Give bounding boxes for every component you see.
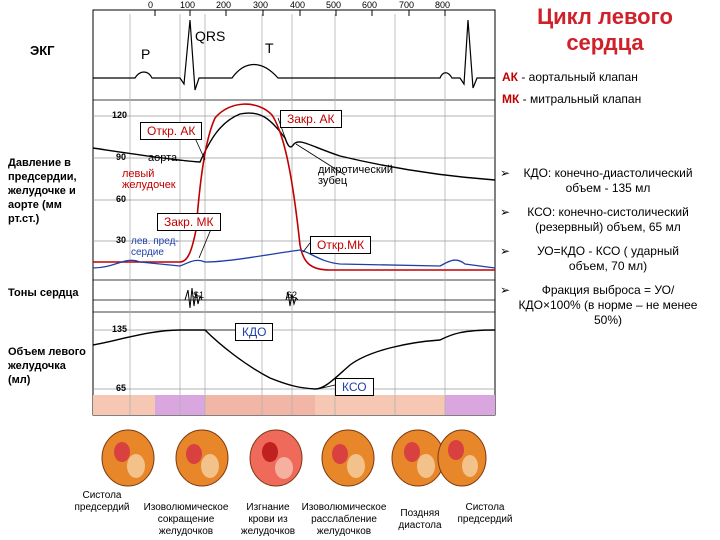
s2-label: S2 [286, 290, 298, 300]
volume-tick-65: 65 [116, 383, 127, 393]
pressure-axis-label: Давление в предсердии, желудочке и аорте (мм рт.ст.) [8, 157, 77, 225]
caption-atrial-systole: Систола предсердий [74, 490, 130, 513]
label-kdo: КДО [235, 323, 273, 341]
heart-illustration-1 [102, 430, 154, 486]
label-kso: КСО [335, 378, 374, 396]
heart-illustration-3 [250, 430, 302, 486]
tick-100: 100 [180, 0, 196, 10]
label-open-mk: Откр.МК [310, 236, 371, 254]
pressure-tick-60: 60 [116, 194, 127, 204]
volume-tick-135: 135 [112, 324, 128, 334]
pressure-tick-90: 90 [116, 152, 127, 162]
definition-ejection-fraction: ➢ Фракция выброса = УО/КДО×100% (в норме – не менее 50%) [500, 283, 698, 327]
label-open-ak: Откр. АК [140, 122, 202, 140]
ecg-qrs-label: QRS [195, 28, 226, 44]
heart-phase-illustrations [90, 418, 500, 490]
caption-late-diastole: Поздняя диастола [398, 508, 442, 531]
arrow-bullet-icon: ➢ [500, 166, 511, 180]
legend-ak: АК - аортальный клапан [502, 70, 638, 84]
tick-800: 800 [435, 0, 451, 10]
tick-300: 300 [253, 0, 269, 10]
label-left-ventricle: левый желудочек [122, 168, 176, 191]
volume-axis-label: Объем левого желудочка (мл) [8, 346, 86, 386]
phase-strip-atrial-right [445, 395, 495, 415]
caption-ejection: Изгнание крови из желудочков [240, 502, 296, 537]
label-close-mk: Закр. МК [157, 213, 221, 231]
label-aorta: аорта [148, 152, 178, 164]
arrow-bullet-icon: ➢ [500, 244, 511, 258]
tick-700: 700 [399, 0, 415, 10]
legend-mk: МК - митральный клапан [502, 92, 642, 106]
label-dicrotic-notch: дикротический зубец [318, 164, 394, 187]
definition-kso: ➢ КСО: конечно-систолический (резервный) объем, 65 мл [500, 205, 689, 234]
arrow-bullet-icon: ➢ [500, 283, 511, 297]
heart-sounds-label: Тоны сердца [8, 287, 79, 299]
caption-isovolumic-relaxation: Изоволюмическое расслабление желудочков [301, 502, 387, 537]
heart-illustration-6 [438, 430, 486, 486]
pressure-tick-30: 30 [116, 235, 127, 245]
arrow-bullet-icon: ➢ [500, 205, 511, 219]
pressure-tick-120: 120 [112, 110, 128, 120]
caption-isovolumic-contraction: Изоволюмическое сокращение желудочков [143, 502, 229, 537]
tick-400: 400 [290, 0, 306, 10]
label-close-ak: Закр. АК [280, 110, 342, 128]
heart-illustration-4 [322, 430, 374, 486]
s1-label: S1 [193, 290, 205, 300]
label-left-atrium: лев. пред-сердие [131, 236, 179, 258]
ecg-label: ЭКГ [30, 43, 55, 58]
diagram-title: Цикл левого сердца [537, 4, 673, 55]
caption-atrial-systole-2: Систола предсердий [457, 502, 513, 525]
heart-illustration-5 [392, 430, 444, 486]
tick-0: 0 [148, 0, 154, 10]
tick-600: 600 [362, 0, 378, 10]
ecg-p-label: P [141, 46, 151, 62]
definition-kdo: ➢ КДО: конечно-диастолический объем - 135 мл [500, 166, 693, 195]
definitions-list [500, 166, 700, 337]
heart-illustration-2 [176, 430, 228, 486]
chart-frame [93, 10, 495, 415]
tick-500: 500 [326, 0, 342, 10]
definition-uo: ➢ УО=КДО - КСО ( ударный объем, 70 мл) [500, 244, 679, 273]
phase-strip-ejection [205, 395, 315, 415]
tick-200: 200 [216, 0, 232, 10]
ecg-t-label: T [265, 40, 274, 56]
